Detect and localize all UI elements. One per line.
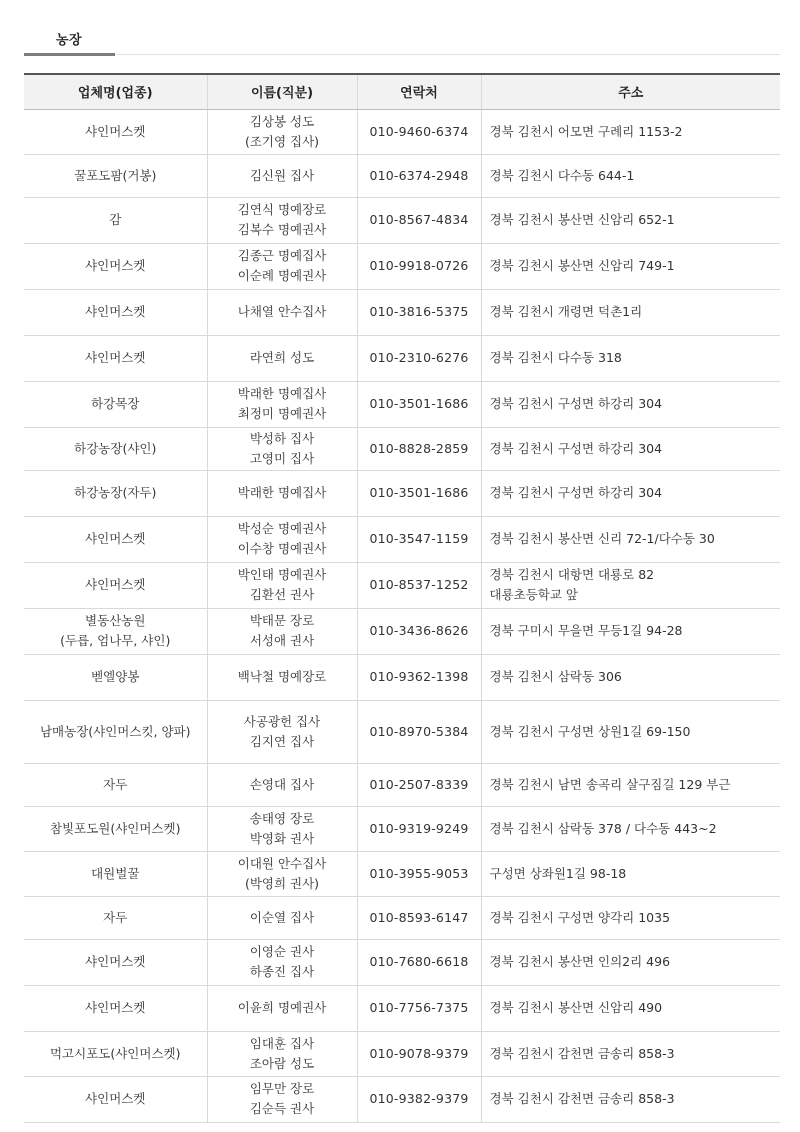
cell-names-line: 서성애 권사 [249, 633, 315, 648]
cell-names-line: 백낙철 명예장로 [237, 669, 327, 684]
cell-names-line: 김종근 명예집사 [237, 248, 327, 263]
cell-names-line: (조기영 집사) [244, 133, 320, 149]
cell-names [207, 154, 357, 197]
farm-directory-table [24, 73, 780, 1123]
cell-names-line: 나채열 안수집사 [237, 304, 327, 319]
table-row [24, 608, 780, 654]
cell-address [481, 562, 780, 608]
cell-names-line: 이영순 권사 [249, 944, 315, 959]
cell-names [207, 289, 357, 335]
table-row [24, 985, 780, 1031]
cell-names-line: 박래한 명예집사 [237, 386, 327, 401]
header-business: 업체명(업종) [24, 74, 207, 109]
cell-address [481, 763, 780, 806]
cell-names [207, 851, 357, 896]
table-header-row [24, 74, 780, 109]
cell-address [481, 608, 780, 654]
cell-names-line: 임무만 장로 [249, 1081, 315, 1096]
cell-names-line: 박래한 명예집사 [237, 485, 327, 500]
cell-address-line: 경북 김천시 감천면 금송리 858-3 [489, 1091, 675, 1106]
cell-names [207, 896, 357, 939]
cell-business-line: 샤인머스켓 [85, 954, 146, 969]
cell-address-line: 경북 김천시 어모면 구례리 1153-2 [489, 123, 683, 139]
cell-address-line: 경북 김천시 감천면 금송리 858-3 [489, 1045, 675, 1061]
header-phone: 연락처 [357, 74, 481, 109]
cell-business-line: 감 [109, 212, 122, 227]
cell-names-line: 김복수 명예권사 [237, 222, 327, 237]
cell-names-line: 박태문 장로 [249, 613, 315, 628]
cell-business [24, 985, 207, 1031]
cell-business-line: 샤인머스켓 [85, 531, 146, 546]
cell-business-line: 샤인머스켓 [85, 1091, 146, 1106]
cell-phone: 010-2310-6276 [357, 335, 481, 381]
cell-address [481, 939, 780, 985]
cell-address [481, 109, 780, 154]
cell-business [24, 896, 207, 939]
table-row [24, 154, 780, 197]
cell-business-line: 샤인머스켓 [85, 123, 146, 139]
table-row [24, 335, 780, 381]
cell-address-line: 경북 김천시 삼락동 306 [489, 669, 622, 684]
cell-names-line: 고영미 집사 [249, 450, 315, 466]
cell-names-line: 박인태 명예권사 [237, 567, 327, 582]
cell-names-line: 박성순 명예권사 [237, 521, 327, 536]
cell-address [481, 197, 780, 243]
cell-phone: 010-9362-1398 [357, 654, 481, 700]
cell-phone: 010-8828-2859 [357, 427, 481, 470]
tab-divider [24, 54, 780, 55]
cell-business-line: 먹고시포도(샤인머스켓) [49, 1045, 181, 1061]
table-row [24, 806, 780, 851]
cell-names [207, 562, 357, 608]
tab-active-indicator [24, 53, 115, 56]
cell-business-line: 남매농장(샤인머스킷, 양파) [39, 723, 191, 739]
cell-phone: 010-3501-1686 [357, 381, 481, 427]
cell-names-line: 김지연 집사 [249, 733, 315, 749]
cell-names-line: 라연희 성도 [249, 350, 315, 365]
table-row [24, 896, 780, 939]
cell-names [207, 763, 357, 806]
cell-names [207, 243, 357, 289]
cell-address-line: 경북 김천시 다수동 644-1 [489, 167, 635, 183]
cell-names [207, 939, 357, 985]
cell-phone: 010-3955-9053 [357, 851, 481, 896]
cell-phone: 010-8567-4834 [357, 197, 481, 243]
cell-phone: 010-3816-5375 [357, 289, 481, 335]
cell-names [207, 197, 357, 243]
table-row [24, 939, 780, 985]
cell-address [481, 1076, 780, 1122]
cell-phone: 010-8593-6147 [357, 896, 481, 939]
cell-business-line: 참빛포도원(샤인머스켓) [49, 820, 181, 836]
cell-names [207, 516, 357, 562]
cell-address-line: 경북 김천시 개령면 덕촌1리 [489, 304, 643, 319]
cell-names-line: 최정미 명예권사 [237, 406, 327, 421]
cell-names [207, 1031, 357, 1076]
table-row [24, 1076, 780, 1122]
cell-names-line: (박영희 권사) [244, 875, 320, 891]
cell-names [207, 806, 357, 851]
cell-names [207, 1076, 357, 1122]
cell-phone: 010-9078-9379 [357, 1031, 481, 1076]
table-row [24, 109, 780, 154]
cell-business-line: 대원벌꿀 [91, 865, 140, 881]
cell-business [24, 806, 207, 851]
cell-business [24, 427, 207, 470]
cell-business-line: 샤인머스켓 [85, 304, 146, 319]
cell-business-line: 샤인머스켓 [85, 258, 146, 273]
cell-phone: 010-8970-5384 [357, 700, 481, 763]
table-row [24, 470, 780, 516]
cell-address-line: 경북 김천시 구성면 하강리 304 [489, 396, 663, 411]
cell-address [481, 335, 780, 381]
cell-business [24, 197, 207, 243]
cell-names [207, 427, 357, 470]
cell-names [207, 608, 357, 654]
cell-business [24, 381, 207, 427]
cell-business-line: 자두 [103, 776, 128, 792]
cell-business [24, 109, 207, 154]
cell-names [207, 700, 357, 763]
cell-business [24, 516, 207, 562]
cell-business-line: 하강농장(자두) [74, 485, 157, 500]
cell-address [481, 381, 780, 427]
cell-address [481, 700, 780, 763]
cell-address [481, 470, 780, 516]
cell-address-line: 경북 김천시 봉산면 신암리 652-1 [489, 212, 675, 227]
cell-business-line: 하강농장(샤인) [74, 440, 157, 456]
cell-phone: 010-2507-8339 [357, 763, 481, 806]
cell-phone: 010-6374-2948 [357, 154, 481, 197]
cell-names-line: 이윤희 명예권사 [237, 1000, 327, 1015]
cell-names [207, 985, 357, 1031]
cell-phone: 010-9382-9379 [357, 1076, 481, 1122]
cell-business [24, 243, 207, 289]
cell-address [481, 806, 780, 851]
cell-names-line: 조아람 성도 [249, 1055, 315, 1071]
cell-address [481, 427, 780, 470]
tab-farm[interactable]: 농장 [56, 33, 83, 48]
table-row [24, 851, 780, 896]
cell-phone: 010-9460-6374 [357, 109, 481, 154]
cell-phone: 010-7756-7375 [357, 985, 481, 1031]
table-row [24, 654, 780, 700]
cell-address-line: 경북 김천시 봉산면 신암리 490 [489, 1000, 663, 1015]
cell-business [24, 289, 207, 335]
cell-names [207, 335, 357, 381]
cell-phone: 010-3436-8626 [357, 608, 481, 654]
cell-business [24, 700, 207, 763]
table-row [24, 562, 780, 608]
cell-names-line: 박성하 집사 [249, 430, 315, 446]
cell-address-line: 경북 김천시 다수동 318 [489, 350, 622, 365]
cell-names-line: 임대훈 집사 [249, 1035, 315, 1051]
cell-names-line: 이수창 명예권사 [237, 541, 327, 556]
cell-phone: 010-3547-1159 [357, 516, 481, 562]
cell-address-line: 대룡초등학교 앞 [489, 587, 578, 602]
cell-phone: 010-8537-1252 [357, 562, 481, 608]
cell-names-line: 김환선 권사 [249, 587, 315, 602]
cell-business [24, 851, 207, 896]
cell-address [481, 289, 780, 335]
cell-names-line: 이순열 집사 [249, 909, 315, 925]
cell-business-line: (두릅, 엄나무, 샤인) [60, 633, 171, 648]
table-row [24, 289, 780, 335]
cell-names-line: 김신원 집사 [249, 167, 315, 183]
section-tab-bar [24, 0, 780, 58]
cell-address [481, 1031, 780, 1076]
cell-business [24, 654, 207, 700]
cell-business [24, 154, 207, 197]
table-row [24, 700, 780, 763]
cell-address [481, 896, 780, 939]
table-row [24, 381, 780, 427]
cell-names-line: 김상봉 성도 [249, 113, 315, 129]
cell-address [481, 985, 780, 1031]
cell-address-line: 경북 김천시 구성면 양각리 1035 [489, 909, 671, 925]
cell-names [207, 381, 357, 427]
table-row [24, 427, 780, 470]
cell-business-line: 샤인머스켓 [85, 350, 146, 365]
cell-names-line: 김연식 명예장로 [237, 202, 327, 217]
cell-business [24, 1076, 207, 1122]
cell-business-line: 하강목장 [91, 396, 140, 411]
cell-names-line: 사공광헌 집사 [243, 713, 321, 729]
table-row [24, 243, 780, 289]
cell-address [481, 154, 780, 197]
cell-names-line: 손영대 집사 [249, 776, 315, 792]
cell-address-line: 경북 김천시 삼락동 378 / 다수동 443~2 [489, 820, 717, 836]
cell-business-line: 꿀포도팜(거봉) [74, 167, 157, 183]
cell-address-line: 경북 김천시 구성면 하강리 304 [489, 485, 663, 500]
cell-business [24, 608, 207, 654]
cell-names-line: 이대원 안수집사 [237, 855, 327, 871]
cell-business [24, 562, 207, 608]
cell-business [24, 470, 207, 516]
cell-address-line: 경북 김천시 봉산면 인의2리 496 [489, 954, 671, 969]
cell-names-line: 하종진 집사 [249, 964, 315, 979]
cell-address-line: 경북 김천시 남면 송곡리 살구짐길 129 부근 [489, 776, 731, 792]
cell-business-line: 샤인머스켓 [85, 577, 146, 592]
cell-business-line: 샤인머스켓 [85, 1000, 146, 1015]
cell-address-line: 경북 김천시 대항면 대룡로 82 [489, 567, 655, 582]
header-name: 이름(직분) [207, 74, 357, 109]
cell-address-line: 경북 김천시 구성면 상원1길 69-150 [489, 723, 691, 739]
cell-address [481, 851, 780, 896]
table-row [24, 763, 780, 806]
cell-business [24, 763, 207, 806]
cell-business [24, 335, 207, 381]
cell-names [207, 470, 357, 516]
cell-names [207, 109, 357, 154]
table-row [24, 516, 780, 562]
cell-address [481, 516, 780, 562]
table-row [24, 1031, 780, 1076]
cell-business-line: 자두 [103, 909, 128, 925]
cell-business [24, 939, 207, 985]
cell-business-line: 별동산농원 [85, 613, 146, 628]
header-address: 주소 [481, 74, 780, 109]
cell-address-line: 구성면 상좌원1길 98-18 [489, 865, 627, 881]
cell-address-line: 경북 김천시 봉산면 신리 72-1/다수동 30 [489, 531, 715, 546]
cell-address-line: 경북 김천시 구성면 하강리 304 [489, 440, 663, 456]
cell-names [207, 654, 357, 700]
cell-phone: 010-9918-0726 [357, 243, 481, 289]
cell-phone: 010-9319-9249 [357, 806, 481, 851]
cell-phone: 010-7680-6618 [357, 939, 481, 985]
cell-address [481, 654, 780, 700]
cell-business [24, 1031, 207, 1076]
table-row [24, 197, 780, 243]
cell-address-line: 경북 구미시 무을면 무등1길 94-28 [489, 623, 683, 638]
cell-phone: 010-3501-1686 [357, 470, 481, 516]
cell-business-line: 벧엘양봉 [91, 669, 140, 684]
cell-names-line: 이순례 명예권사 [237, 268, 327, 283]
cell-names-line: 송태영 장로 [249, 810, 315, 826]
cell-names-line: 김순득 권사 [249, 1101, 315, 1116]
cell-names-line: 박영화 권사 [249, 830, 315, 846]
cell-address-line: 경북 김천시 봉산면 신암리 749-1 [489, 258, 675, 273]
cell-address [481, 243, 780, 289]
